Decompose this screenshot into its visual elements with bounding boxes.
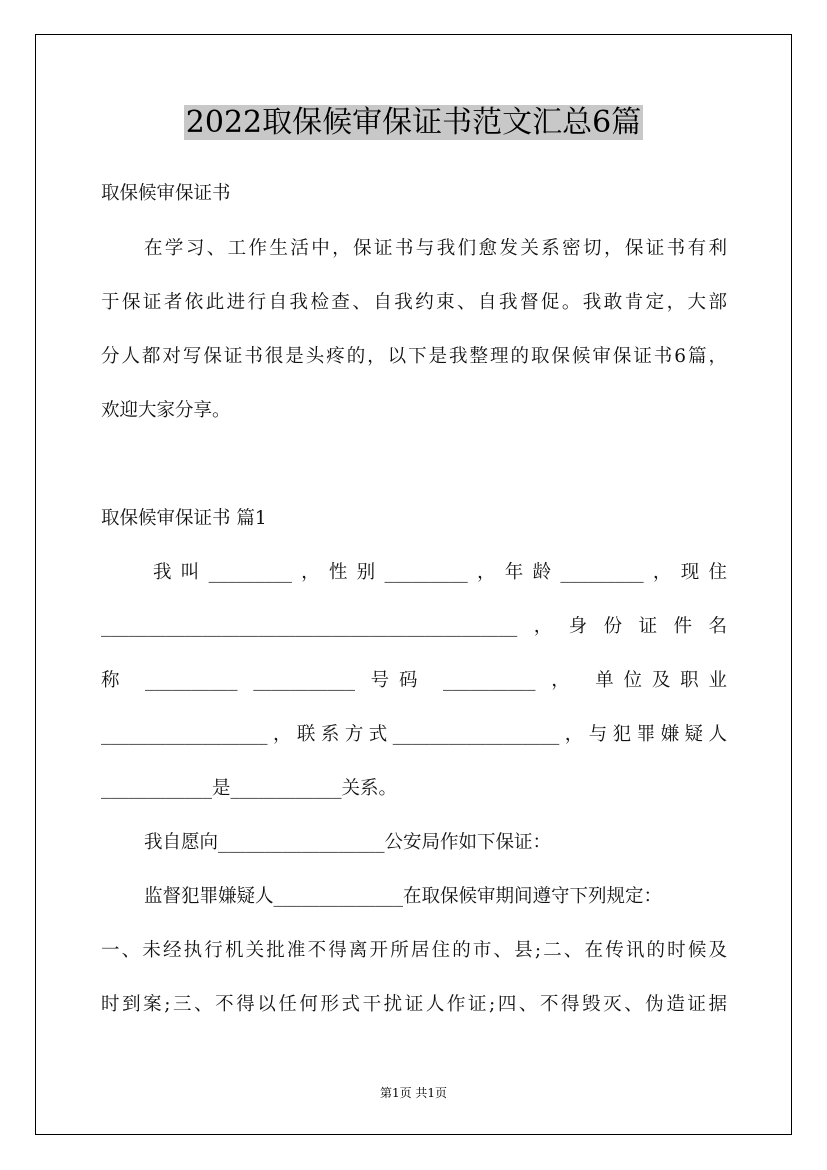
section1-line-7: 监督犯罪嫌疑人______________在取保候审期间遵守下列规定： <box>144 886 663 907</box>
section1-line-2: _____________________________________________，身份证件名 <box>101 616 727 637</box>
intro-line-1: 在学习、工作生活中，保证书与我们愈发关系密切，保证书有利 <box>144 238 727 259</box>
section1-line-3: 称 __________ ___________ 号码 __________ ， 单位及职业 <box>101 670 727 691</box>
document-title-text: 2022取保候审保证书范文汇总6篇 <box>185 105 642 140</box>
section1-line-5: ____________是____________关系。 <box>101 778 398 799</box>
section1-line-4: __________________，联系方式__________________，与犯罪嫌疑人 <box>101 724 727 745</box>
intro-line-4: 欢迎大家分享。 <box>101 400 231 421</box>
page-footer: 第1页 共1页 <box>379 1086 448 1100</box>
section1-line-6: 我自愿向__________________公安局作如下保证： <box>144 832 552 853</box>
section1-heading: 取保候审保证书 篇1 <box>101 508 267 529</box>
intro-line-2: 于保证者依此进行自我检查、自我约束、自我督促。我敢肯定，大部 <box>101 292 727 313</box>
document-title <box>0 103 827 143</box>
section1-line-9: 时到案;三、不得以任何形式干扰证人作证;四、不得毁灭、伪造证据 <box>101 994 727 1015</box>
section1-line-1: 我叫_________，性别_________，年龄_________，现住 <box>153 562 727 583</box>
intro-line-3: 分人都对写保证书很是头疼的，以下是我整理的取保候审保证书6篇， <box>101 346 727 367</box>
section1-line-8: 一、未经执行机关批准不得离开所居住的市、县;二、在传讯的时候及 <box>101 940 727 961</box>
subtitle: 取保候审保证书 <box>101 183 231 204</box>
